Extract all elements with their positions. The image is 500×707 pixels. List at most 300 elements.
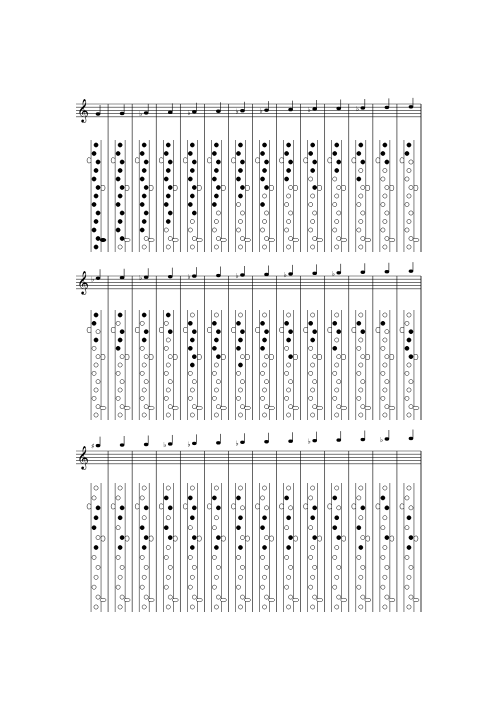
side-key-icon: [125, 354, 129, 359]
closed-hole-icon: [168, 211, 172, 215]
open-hole-icon: [116, 396, 120, 400]
fingering-column: [253, 433, 275, 612]
note-head: [361, 438, 366, 441]
open-hole-icon: [381, 585, 385, 589]
open-hole-icon: [359, 486, 363, 490]
open-hole-icon: [409, 380, 413, 384]
note-head: [192, 110, 197, 113]
open-hole-icon: [238, 575, 242, 579]
closed-hole-icon: [118, 545, 122, 549]
open-hole-icon: [262, 194, 266, 198]
closed-hole-icon: [381, 321, 385, 325]
open-hole-icon: [383, 338, 387, 342]
side-key-icon: [342, 536, 346, 541]
thumb-key-icon: [207, 158, 211, 163]
open-hole-icon: [407, 194, 411, 198]
closed-hole-icon: [216, 330, 220, 334]
closed-hole-icon: [385, 506, 389, 510]
foot-key-icon: [196, 598, 202, 602]
open-hole-icon: [144, 565, 148, 569]
foot-key-icon: [293, 598, 299, 602]
closed-hole-icon: [216, 160, 220, 164]
side-key-icon: [245, 536, 249, 541]
open-hole-icon: [262, 388, 266, 392]
fingering-column: [277, 101, 299, 252]
open-hole-icon: [236, 585, 240, 589]
closed-hole-icon: [214, 338, 218, 342]
open-hole-icon: [262, 313, 266, 317]
closed-hole-icon: [92, 202, 96, 206]
thumb-key-icon: [400, 504, 404, 509]
open-hole-icon: [285, 555, 289, 559]
open-hole-icon: [287, 245, 291, 249]
closed-hole-icon: [287, 516, 291, 520]
open-hole-icon: [144, 380, 148, 384]
closed-hole-icon: [287, 338, 291, 342]
open-hole-icon: [381, 177, 385, 181]
open-hole-icon: [118, 486, 122, 490]
fingering-column: [180, 434, 202, 612]
open-hole-icon: [383, 545, 387, 549]
closed-hole-icon: [335, 143, 339, 147]
open-hole-icon: [287, 313, 291, 317]
open-hole-icon: [214, 219, 218, 223]
open-hole-icon: [192, 565, 196, 569]
side-key-icon: [270, 536, 274, 541]
open-hole-icon: [118, 575, 122, 579]
flat-icon: ♭: [235, 272, 239, 280]
closed-hole-icon: [407, 545, 411, 549]
open-hole-icon: [311, 363, 315, 367]
open-hole-icon: [240, 405, 244, 409]
foot-key-icon: [148, 238, 154, 242]
thumb-key-icon: [87, 504, 91, 509]
closed-hole-icon: [144, 330, 148, 334]
open-hole-icon: [407, 605, 411, 609]
closed-hole-icon: [168, 506, 172, 510]
note-head: [385, 270, 390, 273]
open-hole-icon: [264, 211, 268, 215]
open-hole-icon: [168, 405, 172, 409]
open-hole-icon: [116, 585, 120, 589]
closed-hole-icon: [383, 143, 387, 147]
open-hole-icon: [264, 595, 268, 599]
open-hole-icon: [216, 211, 220, 215]
open-hole-icon: [361, 565, 365, 569]
thumb-key-icon: [256, 327, 260, 332]
fingering-column: [228, 433, 250, 612]
closed-hole-icon: [238, 168, 242, 172]
open-hole-icon: [144, 236, 148, 240]
open-hole-icon: [236, 396, 240, 400]
closed-hole-icon: [142, 219, 146, 223]
open-hole-icon: [309, 177, 313, 181]
flat-icon: ♭: [187, 440, 191, 449]
open-hole-icon: [337, 185, 341, 189]
fingering-column: [228, 102, 250, 252]
fingering-column: [397, 429, 419, 612]
foot-key-icon: [389, 238, 395, 242]
open-hole-icon: [361, 535, 365, 539]
note-head: [168, 275, 173, 278]
side-key-icon: [125, 185, 129, 190]
closed-hole-icon: [190, 516, 194, 520]
closed-hole-icon: [236, 321, 240, 325]
open-hole-icon: [142, 516, 146, 520]
open-hole-icon: [92, 496, 96, 500]
side-key-icon: [221, 185, 225, 190]
closed-hole-icon: [212, 496, 216, 500]
closed-hole-icon: [96, 160, 100, 164]
closed-hole-icon: [192, 160, 196, 164]
side-key-icon: [101, 536, 105, 541]
open-hole-icon: [92, 555, 96, 559]
open-hole-icon: [289, 211, 293, 215]
treble-clef-icon: 𝄞: [77, 270, 89, 294]
treble-clef-icon: 𝄞: [77, 98, 89, 122]
note-head: [312, 439, 317, 442]
closed-hole-icon: [262, 338, 266, 342]
closed-hole-icon: [94, 168, 98, 172]
foot-key-icon: [341, 598, 347, 602]
closed-hole-icon: [144, 211, 148, 215]
open-hole-icon: [385, 236, 389, 240]
thumb-key-icon: [280, 327, 284, 332]
open-hole-icon: [166, 486, 170, 490]
flat-icon: ♭: [259, 107, 263, 116]
closed-hole-icon: [238, 516, 242, 520]
open-hole-icon: [361, 236, 365, 240]
open-hole-icon: [409, 211, 413, 215]
open-hole-icon: [335, 363, 339, 367]
note-head: [192, 274, 197, 277]
foot-key-icon: [124, 598, 130, 602]
closed-hole-icon: [359, 545, 363, 549]
open-hole-icon: [94, 388, 98, 392]
open-hole-icon: [409, 565, 413, 569]
closed-hole-icon: [240, 330, 244, 334]
note-head: [120, 112, 125, 115]
open-hole-icon: [335, 575, 339, 579]
open-hole-icon: [337, 236, 341, 240]
foot-key-icon: [244, 406, 250, 410]
open-hole-icon: [212, 585, 216, 589]
open-hole-icon: [238, 245, 242, 249]
open-hole-icon: [309, 496, 313, 500]
system-1: [76, 98, 421, 252]
open-hole-icon: [142, 486, 146, 490]
side-key-icon: [270, 354, 274, 359]
open-hole-icon: [359, 245, 363, 249]
open-hole-icon: [337, 506, 341, 510]
closed-hole-icon: [118, 219, 122, 223]
open-hole-icon: [238, 313, 242, 317]
closed-hole-icon: [287, 143, 291, 147]
closed-hole-icon: [313, 160, 317, 164]
thumb-key-icon: [304, 327, 308, 332]
closed-hole-icon: [405, 346, 409, 350]
thumb-key-icon: [135, 158, 139, 163]
flat-icon: ♭: [235, 439, 239, 448]
open-hole-icon: [359, 168, 363, 172]
foot-key-icon: [389, 598, 395, 602]
note-head: [288, 108, 293, 111]
open-hole-icon: [359, 219, 363, 223]
open-hole-icon: [190, 486, 194, 490]
open-hole-icon: [120, 565, 124, 569]
foot-key-icon: [148, 598, 154, 602]
side-key-icon: [245, 354, 249, 359]
note-head: [336, 438, 341, 441]
closed-hole-icon: [188, 496, 192, 500]
open-hole-icon: [335, 313, 339, 317]
open-hole-icon: [238, 413, 242, 417]
note-head: [288, 440, 293, 443]
open-hole-icon: [260, 396, 264, 400]
foot-key-icon: [172, 238, 178, 242]
closed-hole-icon: [311, 143, 315, 147]
open-hole-icon: [337, 595, 341, 599]
thumb-key-icon: [159, 504, 163, 509]
closed-hole-icon: [188, 177, 192, 181]
open-hole-icon: [359, 605, 363, 609]
closed-hole-icon: [118, 143, 122, 147]
open-hole-icon: [311, 545, 315, 549]
open-hole-icon: [361, 380, 365, 384]
closed-hole-icon: [214, 143, 218, 147]
closed-hole-icon: [236, 177, 240, 181]
open-hole-icon: [264, 506, 268, 510]
flat-icon: ♭: [307, 106, 311, 115]
closed-hole-icon: [289, 330, 293, 334]
fingering-column: [325, 264, 347, 420]
open-hole-icon: [309, 585, 313, 589]
open-hole-icon: [337, 405, 341, 409]
open-hole-icon: [359, 388, 363, 392]
open-hole-icon: [240, 355, 244, 359]
open-hole-icon: [142, 363, 146, 367]
open-hole-icon: [313, 380, 317, 384]
open-hole-icon: [116, 555, 120, 559]
open-hole-icon: [311, 413, 315, 417]
open-hole-icon: [264, 236, 268, 240]
thumb-key-icon: [256, 504, 260, 509]
open-hole-icon: [309, 202, 313, 206]
closed-hole-icon: [333, 151, 337, 155]
note-head: [385, 106, 390, 109]
side-key-icon: [270, 185, 274, 190]
open-hole-icon: [359, 313, 363, 317]
open-hole-icon: [337, 355, 341, 359]
note-head: [216, 110, 221, 113]
note-head: [96, 277, 101, 280]
sharp-icon: ♯: [91, 442, 95, 451]
flat-icon: ♭: [187, 273, 191, 282]
open-hole-icon: [168, 236, 172, 240]
open-hole-icon: [335, 413, 339, 417]
flat-icon: ♭: [331, 269, 336, 278]
open-hole-icon: [381, 371, 385, 375]
open-hole-icon: [240, 211, 244, 215]
open-hole-icon: [120, 405, 124, 409]
closed-hole-icon: [212, 151, 216, 155]
closed-hole-icon: [120, 185, 124, 189]
open-hole-icon: [313, 211, 317, 215]
fingering-column: [132, 268, 154, 420]
fingering-column: [301, 264, 323, 420]
flat-icon: ♭: [163, 440, 167, 449]
note-head: [240, 441, 245, 444]
system-3: [76, 429, 421, 612]
fingering-column: [180, 267, 202, 420]
open-hole-icon: [140, 346, 144, 350]
open-hole-icon: [405, 371, 409, 375]
foot-key-icon: [269, 598, 275, 602]
open-hole-icon: [262, 605, 266, 609]
closed-hole-icon: [94, 245, 98, 249]
open-hole-icon: [140, 585, 144, 589]
thumb-key-icon: [231, 327, 235, 332]
open-hole-icon: [164, 371, 168, 375]
closed-hole-icon: [120, 535, 124, 539]
closed-hole-icon: [94, 516, 98, 520]
open-hole-icon: [262, 575, 266, 579]
open-hole-icon: [164, 585, 168, 589]
closed-hole-icon: [140, 151, 144, 155]
closed-hole-icon: [168, 330, 172, 334]
open-hole-icon: [96, 405, 100, 409]
open-hole-icon: [381, 202, 385, 206]
open-hole-icon: [309, 526, 313, 530]
staff: [76, 104, 421, 117]
closed-hole-icon: [190, 143, 194, 147]
side-key-icon: [197, 354, 201, 359]
side-key-icon: [173, 354, 177, 359]
open-hole-icon: [140, 371, 144, 375]
thumb-key-icon: [135, 504, 139, 509]
closed-hole-icon: [164, 526, 168, 530]
side-key-icon: [414, 185, 418, 190]
open-hole-icon: [140, 321, 144, 325]
open-hole-icon: [385, 565, 389, 569]
closed-hole-icon: [92, 321, 96, 325]
open-hole-icon: [289, 595, 293, 599]
open-hole-icon: [385, 355, 389, 359]
open-hole-icon: [409, 405, 413, 409]
note-head: [144, 111, 149, 114]
closed-hole-icon: [216, 185, 220, 189]
open-hole-icon: [361, 211, 365, 215]
open-hole-icon: [216, 565, 220, 569]
open-hole-icon: [313, 355, 317, 359]
closed-hole-icon: [120, 160, 124, 164]
open-hole-icon: [118, 413, 122, 417]
closed-hole-icon: [236, 496, 240, 500]
closed-hole-icon: [238, 143, 242, 147]
open-hole-icon: [311, 245, 315, 249]
open-hole-icon: [313, 405, 317, 409]
thumb-key-icon: [304, 158, 308, 163]
open-hole-icon: [357, 396, 361, 400]
fingering-column: [301, 100, 323, 252]
open-hole-icon: [188, 228, 192, 232]
open-hole-icon: [216, 236, 220, 240]
open-hole-icon: [240, 565, 244, 569]
closed-hole-icon: [214, 194, 218, 198]
open-hole-icon: [168, 355, 172, 359]
open-hole-icon: [335, 194, 339, 198]
side-key-icon: [294, 536, 298, 541]
open-hole-icon: [309, 396, 313, 400]
open-hole-icon: [120, 355, 124, 359]
open-hole-icon: [383, 168, 387, 172]
open-hole-icon: [168, 380, 172, 384]
fingering-column: [373, 263, 395, 420]
closed-hole-icon: [94, 143, 98, 147]
closed-hole-icon: [96, 185, 100, 189]
fingering-column: [108, 269, 130, 420]
fingering-column: [277, 265, 299, 420]
open-hole-icon: [287, 486, 291, 490]
open-hole-icon: [264, 535, 268, 539]
open-hole-icon: [337, 565, 341, 569]
open-hole-icon: [409, 185, 413, 189]
thumb-key-icon: [376, 327, 380, 332]
closed-hole-icon: [116, 202, 120, 206]
open-hole-icon: [309, 228, 313, 232]
side-key-icon: [197, 185, 201, 190]
closed-hole-icon: [236, 151, 240, 155]
open-hole-icon: [216, 380, 220, 384]
closed-hole-icon: [361, 160, 365, 164]
closed-hole-icon: [262, 143, 266, 147]
open-hole-icon: [359, 413, 363, 417]
open-hole-icon: [166, 338, 170, 342]
open-hole-icon: [240, 380, 244, 384]
closed-hole-icon: [120, 506, 124, 510]
closed-hole-icon: [188, 151, 192, 155]
thumb-key-icon: [135, 327, 139, 332]
fingering-column: [156, 268, 178, 420]
thumb-key-icon: [280, 158, 284, 163]
closed-hole-icon: [337, 330, 341, 334]
thumb-key-icon: [159, 327, 163, 332]
side-key-icon: [101, 354, 105, 359]
thumb-key-icon: [231, 158, 235, 163]
open-hole-icon: [96, 380, 100, 384]
open-hole-icon: [190, 605, 194, 609]
side-key-icon: [149, 185, 153, 190]
closed-hole-icon: [333, 496, 337, 500]
closed-hole-icon: [92, 151, 96, 155]
closed-hole-icon: [144, 160, 148, 164]
open-hole-icon: [144, 405, 148, 409]
open-hole-icon: [335, 219, 339, 223]
closed-hole-icon: [142, 143, 146, 147]
open-hole-icon: [309, 555, 313, 559]
closed-hole-icon: [140, 202, 144, 206]
closed-hole-icon: [285, 151, 289, 155]
fingering-column: [132, 104, 154, 252]
open-hole-icon: [212, 555, 216, 559]
closed-hole-icon: [144, 535, 148, 539]
thumb-key-icon: [207, 327, 211, 332]
open-hole-icon: [118, 388, 122, 392]
foot-key-icon: [100, 238, 106, 242]
closed-hole-icon: [192, 185, 196, 189]
closed-hole-icon: [333, 526, 337, 530]
open-hole-icon: [214, 575, 218, 579]
